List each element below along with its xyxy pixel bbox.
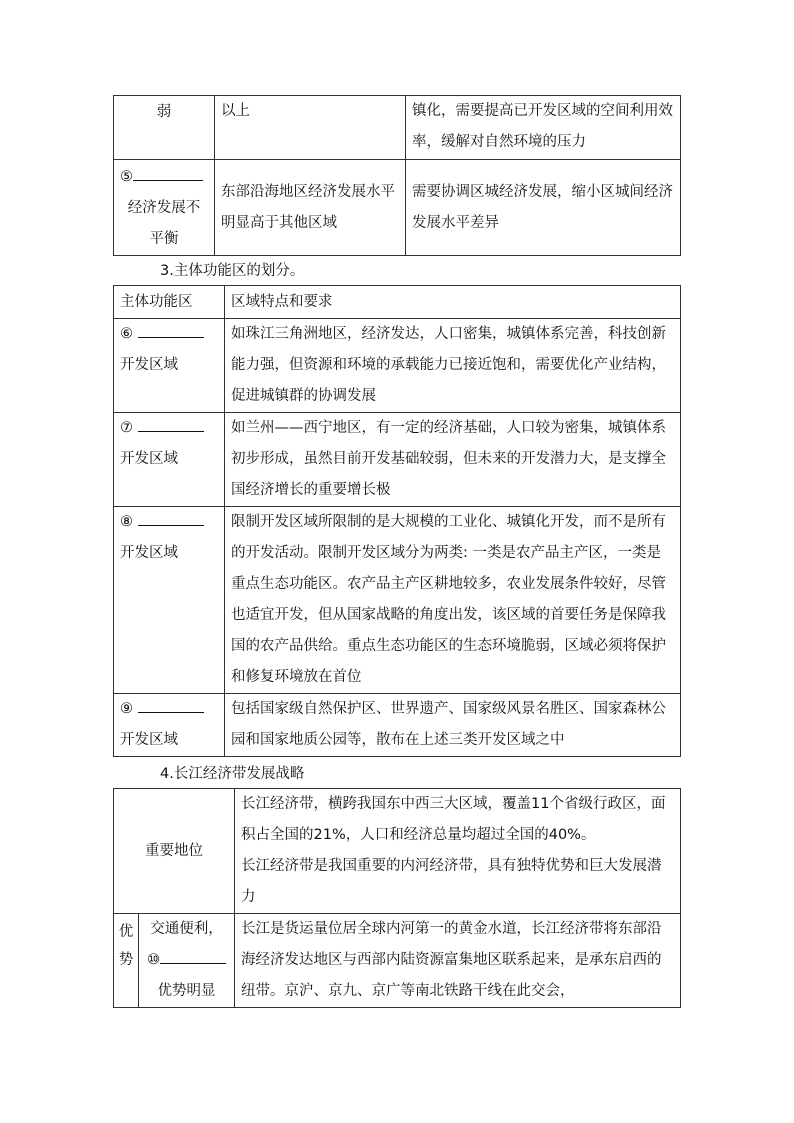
answer-blank	[138, 511, 204, 526]
table-regional-issues	[113, 95, 681, 256]
advantage-subtitle	[139, 914, 235, 1008]
answer-blank	[133, 166, 203, 181]
zone-cell	[114, 413, 225, 507]
zone-label: 开发区域	[120, 451, 178, 467]
fill-blank-line	[120, 319, 218, 350]
importance-label: 重要地位	[114, 789, 235, 914]
table-row	[114, 694, 681, 757]
paragraph: 长江经济带，横跨我国东中西三大区域，覆盖11个省级行政区，面积占全国的21%，人口和经济总量均超过全国的40%。	[241, 796, 666, 843]
answer-blank	[160, 949, 226, 964]
zone-cell	[114, 319, 225, 413]
table-header-row	[114, 286, 681, 319]
blank-number: ⑥	[120, 326, 133, 342]
zone-description: 包括国家级自然保护区、世界遗产、国家级风景名胜区、国家森林公园和国家地质公园等，散布在上述三类开发区域之中	[225, 694, 681, 757]
fill-blank-line	[139, 945, 234, 976]
cell-feature	[215, 96, 406, 160]
table-row	[114, 507, 681, 694]
zone-description: 如兰州——西宁地区，有一定的经济基础，人口较为密集，城镇体系初步形成，虽然目前开发基础较弱，但未来的开发潜力大，是支撑全国经济增长的重要增长极	[225, 413, 681, 507]
blank-number: ⑨	[120, 701, 133, 717]
cell-text: 经济发展不平衡	[127, 200, 201, 247]
subtitle-text: 交通便利，	[150, 921, 223, 937]
table-row	[114, 319, 681, 413]
cell-problem	[114, 160, 215, 256]
cell-requirement	[406, 96, 681, 160]
fill-blank-line	[120, 413, 218, 444]
cell-problem	[114, 96, 215, 160]
zone-cell	[114, 694, 225, 757]
zone-cell	[114, 507, 225, 694]
cell-text: 弱	[156, 104, 172, 120]
cell-requirement	[406, 160, 681, 256]
answer-blank	[138, 698, 204, 713]
blank-number: ⑤	[120, 169, 133, 185]
zone-label: 开发区域	[120, 357, 178, 373]
blank-number: ⑩	[147, 952, 160, 968]
cell-text: 以上	[221, 103, 250, 119]
fill-blank-line	[120, 694, 218, 725]
cell-text: 东部沿海地区经济发展水平明显高于其他区域	[221, 183, 395, 231]
table-functional-zones	[113, 285, 681, 757]
advantage-description: 长江是货运量位居全球内河第一的黄金水道，长江经济带将东部沿海经济发达地区与西部内陆资源富集地区联系起来，是承东启西的纽带。京沪、京九、京广等南北铁路干线在此交会，	[235, 914, 681, 1008]
table-row	[114, 160, 681, 256]
cell-text: 镇化，需要提高已开发区域的空间利用效率，缓解对自然环境的压力	[412, 103, 673, 150]
advantage-label: 优势	[114, 914, 139, 1008]
answer-blank	[138, 323, 204, 338]
section-heading: 3.主体功能区的划分。	[160, 263, 305, 279]
table-row	[114, 413, 681, 507]
table-row	[114, 96, 681, 160]
blank-number: ⑧	[120, 514, 133, 530]
zone-label: 开发区域	[120, 732, 178, 748]
importance-description	[235, 789, 681, 914]
cell-text: 需要协调区城经济发展，缩小区城间经济发展水平差异	[412, 183, 673, 231]
subtitle-text: 优势明显	[157, 983, 216, 999]
section-heading: 4.长江经济带发展战略	[160, 766, 305, 782]
answer-blank	[138, 417, 204, 432]
cell-feature	[215, 160, 406, 256]
zone-description: 如珠江三角洲地区，经济发达，人口密集，城镇体系完善，科技创新能力强，但资源和环境的承载能力已接近饱和，需要优化产业结构，促进城镇群的协调发展	[225, 319, 681, 413]
table-yangtze-belt	[113, 788, 681, 1008]
fill-blank-line	[114, 162, 214, 193]
zone-label: 开发区域	[120, 545, 178, 561]
table-row	[114, 914, 681, 1008]
zone-description: 限制开发区域所限制的是大规模的工业化、城镇化开发，而不是所有的开发活动。限制开发区域分为两类: 一类是农产品主产区，一类是重点生态功能区。农产品主产区耕地较多，农业发展条件较好，尽管也适宜开发，但从国家战略的角度出发，该区域的首要任务是保障我国的农产品供给。重点生态功能区的生态环境脆弱，区域必须将保护和修复环境放在首位	[225, 507, 681, 694]
fill-blank-line	[120, 507, 218, 538]
paragraph: 长江经济带是我国重要的内河经济带，具有独特优势和巨大发展潜力	[241, 858, 662, 905]
table-row	[114, 789, 681, 914]
column-header: 主体功能区	[114, 286, 225, 319]
column-header: 区域特点和要求	[225, 286, 681, 319]
blank-number: ⑦	[120, 420, 133, 436]
